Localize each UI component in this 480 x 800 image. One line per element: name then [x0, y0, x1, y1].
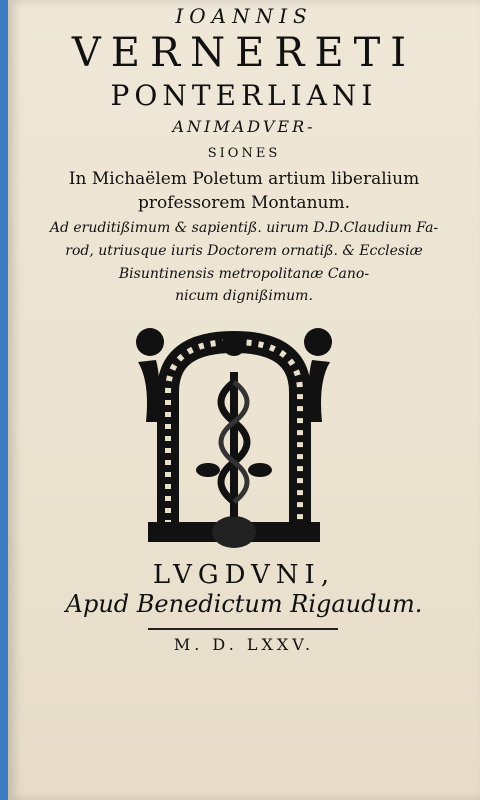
imprint-place: LVGDVNI,	[152, 560, 336, 590]
imprint-printer: Apud Benedictum Rigaudum.	[65, 590, 423, 618]
title-word-part2: SIONES	[207, 146, 281, 161]
author-first-name: IOANNIS	[175, 4, 313, 28]
subtitle-line1: In Michaëlem Poletum artium liberalium	[68, 169, 420, 189]
caduceus-printer-device-icon	[128, 322, 340, 552]
dedication-line2: rod, utriusque iuris Doctorem ornatiß. & Ecclesiæ	[65, 243, 423, 259]
dedication-line4: nicum dignißimum.	[175, 288, 313, 304]
dedication-line3: Bisuntinensis metropolitanæ Cano-	[118, 266, 370, 282]
dedication-line1: Ad eruditißimum & sapientiß. uirum D.D.Claudium Fa-	[49, 220, 439, 236]
title-word-part1: ANIMADVER-	[172, 117, 316, 136]
author-origin: PONTERLIANI	[110, 79, 378, 112]
imprint-year: M. D. LXXV.	[173, 635, 315, 654]
title-page	[8, 0, 480, 800]
subtitle-line2: professorem Montanum.	[138, 193, 350, 213]
divider-rule	[148, 628, 338, 630]
author-surname: VERNERETI	[71, 30, 417, 76]
